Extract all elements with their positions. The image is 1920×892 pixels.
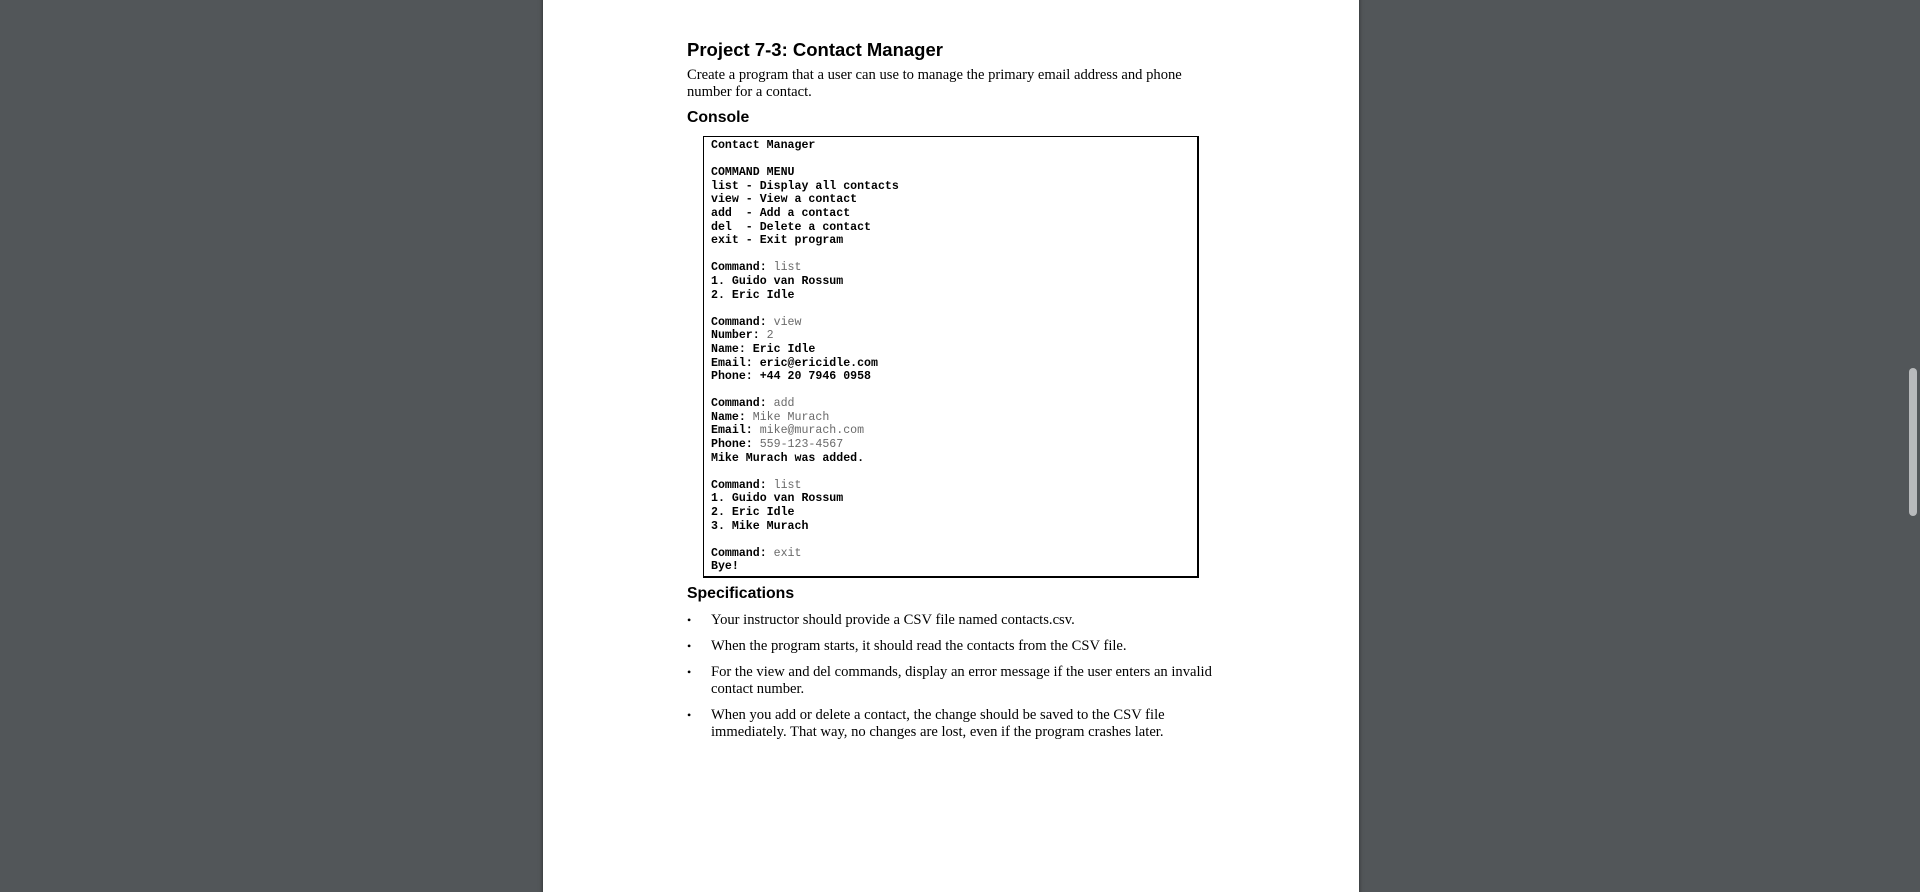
console-line (711, 533, 1191, 547)
console-output-text: del - Delete a contact (711, 220, 872, 234)
console-user-input: mike@murach.com (759, 424, 865, 438)
console-output-text: Contact Manager (711, 139, 816, 152)
console-output-text: Name: (711, 410, 753, 424)
console-output-text: Command: (711, 261, 774, 275)
scrollbar-thumb[interactable] (1909, 368, 1917, 516)
console-user-input: view (773, 315, 802, 329)
console-line (711, 139, 1191, 153)
console-user-input: exit (773, 546, 802, 560)
console-line (711, 180, 1191, 194)
specification-text: When the program starts, it should read the contacts from the CSV file. (711, 638, 1127, 654)
console-output-text: list - Display all contacts (711, 179, 899, 193)
console-line (711, 465, 1191, 479)
console-output-text: 2. Eric Idle (711, 288, 795, 302)
console-user-input: add (773, 397, 795, 411)
page-content (687, 39, 1227, 750)
specifications-list (687, 612, 1227, 741)
console-user-input: list (773, 478, 802, 492)
specification-text: Your instructor should provide a CSV file named contacts.csv. (711, 612, 1075, 628)
console-user-input: list (773, 261, 802, 275)
specification-item (687, 707, 1231, 741)
console-output-box (703, 136, 1199, 578)
console-line (711, 329, 1191, 343)
console-line (711, 411, 1191, 425)
document-page (543, 0, 1359, 892)
console-line (711, 166, 1191, 180)
console-line (711, 547, 1191, 561)
console-line (711, 234, 1191, 248)
specification-item (687, 638, 1231, 655)
console-line (711, 207, 1191, 221)
console-line (711, 193, 1191, 207)
console-line (711, 397, 1191, 411)
console-line (711, 370, 1191, 384)
project-title: Project 7-3: Contact Manager (687, 39, 943, 60)
console-output-text: add - Add a contact (711, 206, 851, 220)
console-user-input: 559-123-4567 (759, 438, 844, 452)
console-user-input: 2 (766, 329, 774, 343)
console-line (711, 221, 1191, 235)
console-line (711, 506, 1191, 520)
console-output-text: COMMAND MENU (711, 166, 795, 180)
console-line (711, 384, 1191, 398)
console-line (711, 343, 1191, 357)
console-line (711, 452, 1191, 466)
console-heading: Console (687, 109, 750, 126)
specification-text: When you add or delete a contact, the change should be saved to the CSV file immediately. That way, no changes are lost, even if the program crashes later. (711, 707, 1165, 740)
console-output-text: Phone: +44 20 7946 0958 (711, 370, 872, 384)
specifications-heading: Specifications (687, 585, 795, 602)
console-output-text: Email: eric@ericidle.com (711, 356, 878, 370)
console-output-text: Command: (711, 397, 774, 411)
console-output-text: Email: (711, 424, 760, 438)
console-line (711, 302, 1191, 316)
console-output-text: Bye! (711, 560, 739, 574)
console-output-text: Number: (711, 329, 767, 343)
bullet-icon: • (687, 665, 692, 679)
specification-item (687, 612, 1231, 629)
console-line (711, 275, 1191, 289)
specification-item (687, 664, 1231, 698)
vertical-scrollbar[interactable] (1904, 0, 1920, 892)
console-line (711, 153, 1191, 167)
console-line (711, 438, 1191, 452)
specification-text: For the view and del commands, display an error message if the user enters an invalid contact number. (711, 664, 1212, 697)
console-line (711, 248, 1191, 262)
console-output-text: Name: Eric Idle (711, 342, 816, 356)
console-output-text: Command: (711, 478, 774, 492)
console-output-text: 1. Guido van Rossum (711, 274, 844, 288)
console-user-input: Mike Murach (752, 410, 830, 424)
console-line (711, 357, 1191, 371)
bullet-icon: • (687, 708, 692, 722)
console-output-text: view - View a contact (711, 193, 858, 207)
bullet-icon: • (687, 613, 692, 627)
console-output-text: exit - Exit program (711, 234, 844, 248)
bullet-icon: • (687, 639, 692, 653)
console-output-text: Mike Murach was added. (711, 451, 865, 465)
console-output-text: 2. Eric Idle (711, 506, 795, 520)
console-line (711, 520, 1191, 534)
project-intro: Create a program that a user can use to manage the primary email address and phone number for a contact. (687, 67, 1182, 100)
console-line (711, 316, 1191, 330)
console-output-text: Command: (711, 315, 774, 329)
console-line (711, 560, 1191, 574)
console-line (711, 424, 1191, 438)
console-output-text: 3. Mike Murach (711, 519, 809, 533)
console-line (711, 492, 1191, 506)
console-output-text: Command: (711, 546, 774, 560)
console-output-text: 1. Guido van Rossum (711, 492, 844, 506)
console-output-text: Phone: (711, 438, 760, 452)
console-line (711, 289, 1191, 303)
console-line (711, 261, 1191, 275)
console-line (711, 479, 1191, 493)
